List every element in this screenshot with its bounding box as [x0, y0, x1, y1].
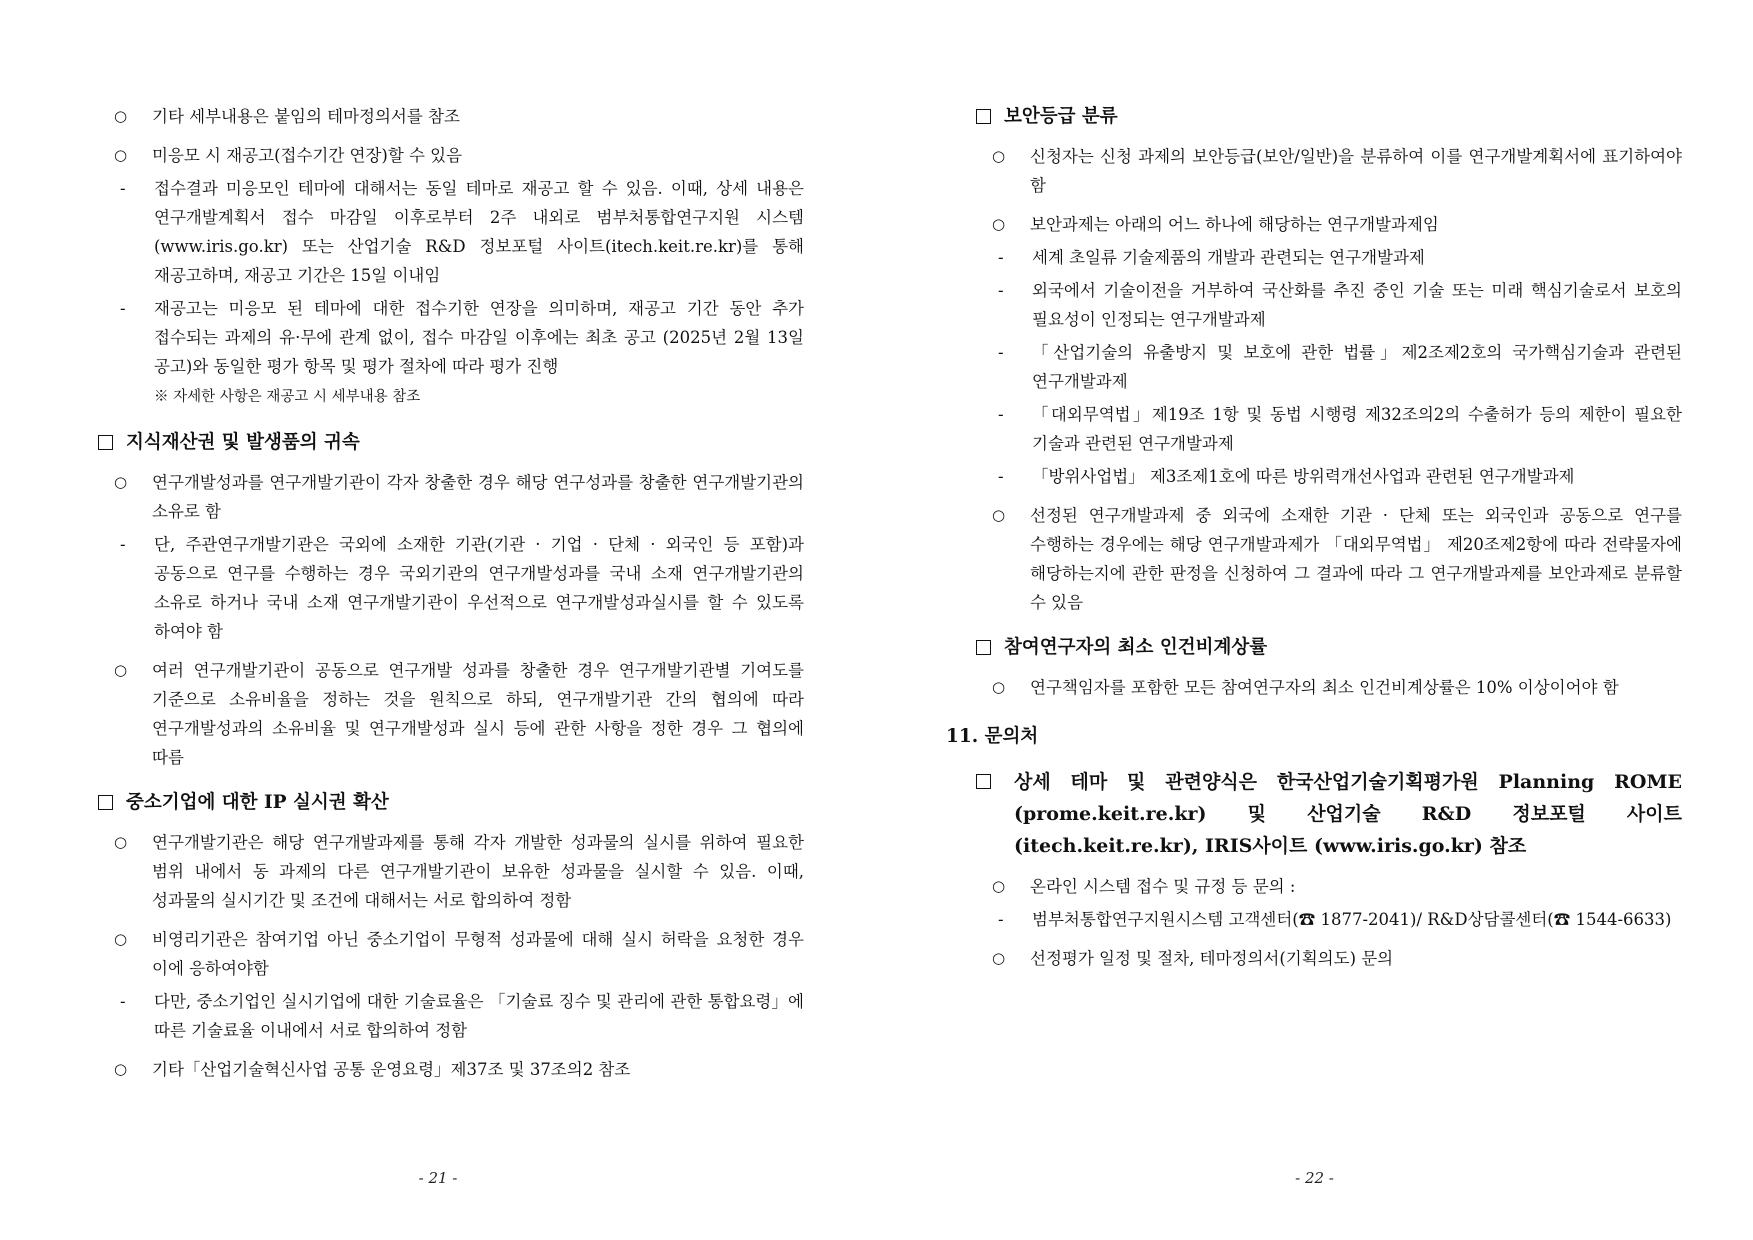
bullet-item: ○ 기타「산업기술혁신사업 공통 운영요령」제37조 및 37조의2 참조 — [114, 1055, 804, 1084]
bullet-item: ○ 여러 연구개발기관이 공동으로 연구개발 성과를 창출한 경우 연구개발기관별 기여도를 기준으로 소유비율을 정하는 것을 원칙으로 하되, 연구개발기관 간의 협의에 따라 연구개발성과의 소유비율 및 연구개발성과 실시 등에 관한 사항을 정한 경우 그 협의에 따름 — [114, 656, 804, 772]
section-heading — [96, 788, 804, 818]
section-heading — [974, 633, 1682, 663]
checkbox-square-icon — [98, 795, 113, 810]
bullet-item: ○ 선정평가 일정 및 절차, 테마정의서(기획의도) 문의 — [992, 944, 1682, 973]
bullet-item: ○ 미응모 시 재공고(접수기간 연장)할 수 있음 — [114, 141, 804, 170]
sub-item: - 단, 주관연구개발기관은 국외에 소재한 기관(기관 · 기업 · 단체 · 외국인 등 포함)과 공동으로 연구를 수행하는 경우 국외기관의 연구개발성과를 국내 소재 연구개발기관의 소유로 하거나 국내 소재 연구개발기관이 우선적으로 연구개발성과실시를 할 수 있도록 하여야 함 — [116, 530, 804, 646]
left-page-content — [96, 102, 804, 1084]
bullet-item: ○ 연구책임자를 포함한 모든 참여연구자의 최소 인건비계상률은 10% 이상이어야 함 — [992, 673, 1682, 702]
bullet-item: ○ 선정된 연구개발과제 중 외국에 소재한 기관 · 단체 또는 외국인과 공동으로 연구를 수행하는 경우에는 해당 연구개발과제가 「대외무역법」 제20조제2항에 따라 전략물자에 해당하는지에 관한 판정을 신청하여 그 결과에 따라 그 연구개발과제를 보안과제로 분류할 수 있음 — [992, 501, 1682, 617]
section-heading — [974, 102, 1682, 132]
section-heading-text: 중소기업에 대한 IP 실시권 확산 — [126, 792, 389, 813]
bullet-item: ○ 보안과제는 아래의 어느 하나에 해당하는 연구개발과제임 — [992, 210, 1682, 239]
bullet-item: ○ 온라인 시스템 접수 및 규정 등 문의 : — [992, 872, 1682, 901]
sub-item: - 세계 초일류 기술제품의 개발과 관련되는 연구개발과제 — [994, 243, 1682, 272]
bullet-item: ○ 비영리기관은 참여기업 아닌 중소기업이 무형적 성과물에 대해 실시 허락을 요청한 경우 이에 응하여야함 — [114, 925, 804, 983]
sub-item: - 「대외무역법」제19조 1항 및 동법 시행령 제32조의2의 수출허가 등의 제한이 필요한 기술과 관련된 연구개발과제 — [994, 400, 1682, 458]
page-number: - 22 - — [1295, 1169, 1334, 1187]
section-heading-text: 참여연구자의 최소 인건비계상률 — [1004, 637, 1268, 658]
sub-item: - 재공고는 미응모 된 테마에 대한 접수기한 연장을 의미하며, 재공고 기간 동안 추가 접수되는 과제의 유·무에 관계 없이, 접수 마감일 이후에는 최초 공고 (2025년 2월 13일 공고)와 동일한 평가 항목 및 평가 절차에 따라 평가 진행 — [116, 294, 804, 381]
bullet-item: ○ 연구개발성과를 연구개발기관이 각자 창출한 경우 해당 연구성과를 창출한 연구개발기관의 소유로 함 — [114, 468, 804, 526]
bullet-item: ○ 기타 세부내용은 붙임의 테마정의서를 참조 — [114, 102, 804, 131]
note-text: ※ 자세한 사항은 재공고 시 세부내용 참조 — [154, 389, 421, 405]
section-heading-text: 보안등급 분류 — [1004, 106, 1118, 127]
bullet-item: ○ 신청자는 신청 과제의 보안등급(보안/일반)을 분류하여 이를 연구개발계획서에 표기하여야 함 — [992, 142, 1682, 200]
sub-item: - 「방위사업법」 제3조제1호에 따른 방위력개선사업과 관련된 연구개발과제 — [994, 462, 1682, 491]
sub-item: - 「산업기술의 유출방지 및 보호에 관한 법률」제2조제2호의 국가핵심기술과 관련된 연구개발과제 — [994, 338, 1682, 396]
bullet-item: ○ 연구개발기관은 해당 연구개발과제를 통해 각자 개발한 성과물의 실시를 위하여 필요한 범위 내에서 동 과제의 다른 연구개발기관이 보유한 성과물을 실시할 수 있음. 이때, 성과물의 실시기간 및 조건에 대해서는 서로 합의하여 정함 — [114, 828, 804, 915]
sub-item: - 접수결과 미응모인 테마에 대해서는 동일 테마로 재공고 할 수 있음. 이때, 상세 내용은 연구개발계획서 접수 마감일 이후로부터 2주 내외로 범부처통합연구지원 시스템(www.iris.go.kr) 또는 산업기술 R&D 정보포털 사이트(itech.keit.re.kr)를 통해 재공고하며, 재공고 기간은 15일 이내임 — [116, 174, 804, 290]
sub-item: - 범부처통합연구지원시스템 고객센터(☎ 1877-2041)/ R&D상담콜센터(☎ 1544-6633) — [994, 905, 1682, 934]
checkbox-square-icon — [98, 435, 113, 450]
page-number: - 21 - — [418, 1169, 458, 1187]
section-heading-text: 지식재산권 및 발생품의 귀속 — [126, 432, 360, 453]
section-heading — [974, 766, 1682, 862]
checkbox-square-icon — [976, 774, 991, 789]
sub-item: - 외국에서 기술이전을 거부하여 국산화를 추진 중인 기술 또는 미래 핵심기술로서 보호의 필요성이 인정되는 연구개발과제 — [994, 276, 1682, 334]
right-page-content — [946, 102, 1682, 973]
section-heading-text: 상세 테마 및 관련양식은 한국산업기술기획평가원 Planning ROME (prome.keit.re.kr) 및 산업기술 R&D 정보포털 사이트(itech.keit.re.kr), IRIS사이트 (www.iris.go.kr) 참조 — [1014, 771, 1682, 857]
checkbox-square-icon — [976, 640, 991, 655]
checkbox-square-icon — [976, 109, 991, 124]
section-heading — [96, 428, 804, 458]
sub-item: - 다만, 중소기업인 실시기업에 대한 기술료율은 「기술료 징수 및 관리에 관한 통합요령」에 따른 기술료율 이내에서 서로 합의하여 정함 — [116, 987, 804, 1045]
page-22 — [876, 0, 1753, 1240]
chapter-heading: 11. 문의처 — [946, 726, 1039, 747]
page-21 — [0, 0, 876, 1240]
